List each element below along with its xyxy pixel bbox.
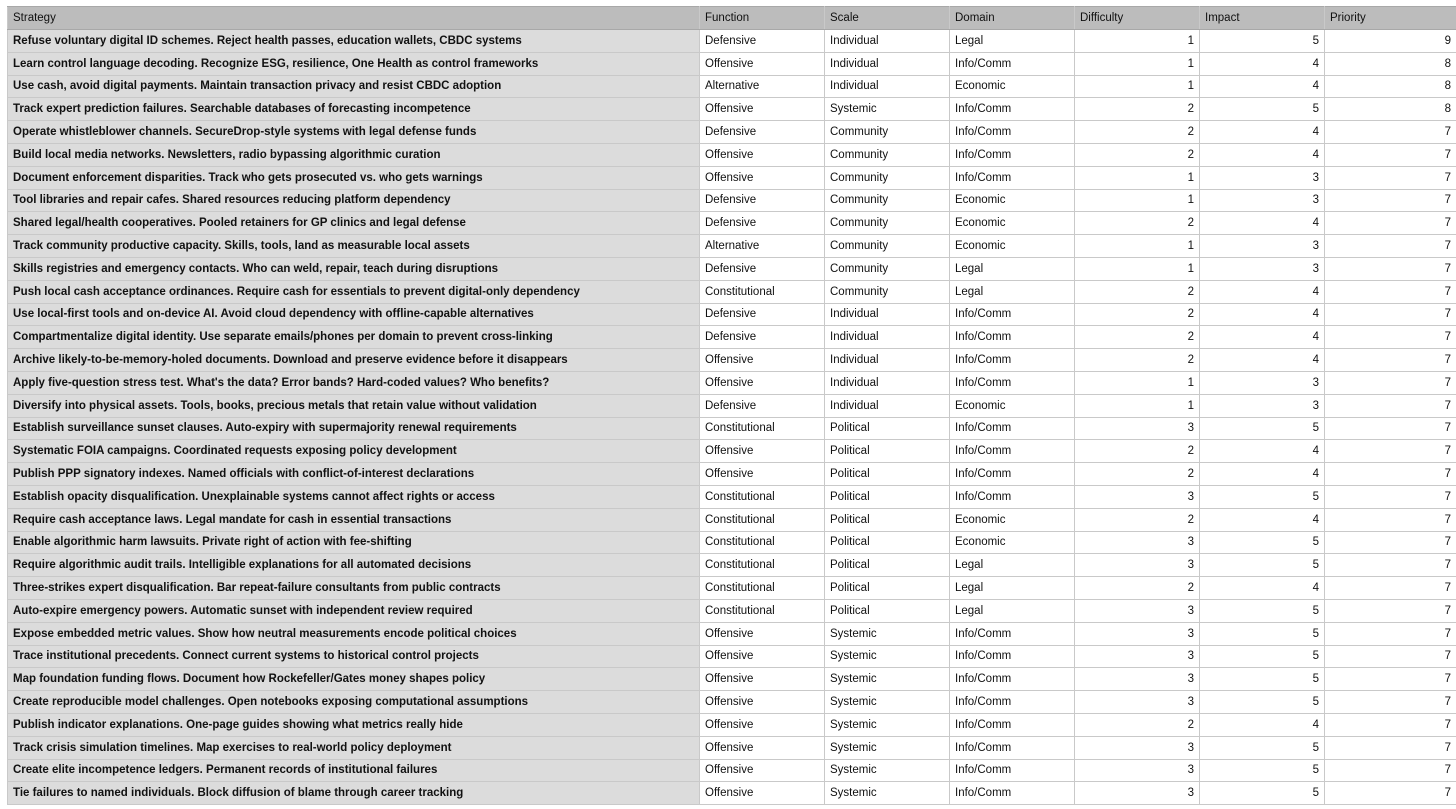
cell-scale[interactable]: Political xyxy=(825,577,950,600)
cell-priority[interactable]: 7 xyxy=(1325,554,1456,577)
table-row xyxy=(8,257,1456,280)
cell-strategy[interactable]: Archive likely-to-be-memory-holed documents. Download and preserve evidence before it disappears xyxy=(8,349,700,372)
column-header-function[interactable]: Function xyxy=(700,7,825,30)
cell-function[interactable]: Constitutional xyxy=(700,599,825,622)
cell-strategy[interactable]: Establish opacity disqualification. Unexplainable systems cannot affect rights or access xyxy=(8,485,700,508)
cell-scale[interactable]: Political xyxy=(825,599,950,622)
cell-domain[interactable]: Economic xyxy=(950,394,1075,417)
table-row xyxy=(8,440,1456,463)
cell-priority[interactable]: 7 xyxy=(1325,121,1456,144)
cell-domain[interactable]: Info/Comm xyxy=(950,782,1075,805)
cell-impact[interactable]: 3 xyxy=(1200,257,1325,280)
cell-strategy[interactable]: Operate whistleblower channels. SecureDrop-style systems with legal defense funds xyxy=(8,121,700,144)
cell-difficulty[interactable]: 2 xyxy=(1075,121,1200,144)
cell-function[interactable]: Offensive xyxy=(700,463,825,486)
cell-scale[interactable]: Community xyxy=(825,121,950,144)
cell-difficulty[interactable]: 3 xyxy=(1075,417,1200,440)
cell-strategy[interactable]: Push local cash acceptance ordinances. Require cash for essentials to prevent digital-only dependency xyxy=(8,280,700,303)
cell-scale[interactable]: Systemic xyxy=(825,622,950,645)
cell-impact[interactable]: 5 xyxy=(1200,98,1325,121)
cell-impact[interactable]: 5 xyxy=(1200,599,1325,622)
cell-function[interactable]: Offensive xyxy=(700,713,825,736)
cell-difficulty[interactable]: 1 xyxy=(1075,394,1200,417)
cell-strategy[interactable]: Skills registries and emergency contacts. Who can weld, repair, teach during disruptions xyxy=(8,257,700,280)
cell-impact[interactable]: 4 xyxy=(1200,280,1325,303)
cell-impact[interactable]: 4 xyxy=(1200,52,1325,75)
cell-priority[interactable]: 7 xyxy=(1325,326,1456,349)
cell-domain[interactable]: Info/Comm xyxy=(950,668,1075,691)
cell-function[interactable]: Alternative xyxy=(700,75,825,98)
table-row xyxy=(8,782,1456,805)
cell-difficulty[interactable]: 3 xyxy=(1075,691,1200,714)
cell-priority[interactable]: 8 xyxy=(1325,98,1456,121)
cell-scale[interactable]: Political xyxy=(825,417,950,440)
table-row xyxy=(8,212,1456,235)
cell-priority[interactable]: 9 xyxy=(1325,30,1456,53)
table-row xyxy=(8,508,1456,531)
cell-strategy[interactable]: Track expert prediction failures. Searchable databases of forecasting incompetence xyxy=(8,98,700,121)
table-row xyxy=(8,52,1456,75)
cell-difficulty[interactable]: 1 xyxy=(1075,235,1200,258)
cell-impact[interactable]: 5 xyxy=(1200,759,1325,782)
cell-function[interactable]: Offensive xyxy=(700,166,825,189)
cell-priority[interactable]: 7 xyxy=(1325,280,1456,303)
cell-domain[interactable]: Legal xyxy=(950,599,1075,622)
cell-strategy[interactable]: Require algorithmic audit trails. Intelligible explanations for all automated decisions xyxy=(8,554,700,577)
cell-priority[interactable]: 7 xyxy=(1325,349,1456,372)
cell-impact[interactable]: 5 xyxy=(1200,782,1325,805)
cell-priority[interactable]: 7 xyxy=(1325,691,1456,714)
cell-impact[interactable]: 3 xyxy=(1200,371,1325,394)
cell-scale[interactable]: Community xyxy=(825,166,950,189)
column-header-priority[interactable]: Priority xyxy=(1325,7,1456,30)
cell-strategy[interactable]: Publish PPP signatory indexes. Named officials with conflict-of-interest declarations xyxy=(8,463,700,486)
cell-impact[interactable]: 4 xyxy=(1200,713,1325,736)
cell-difficulty[interactable]: 2 xyxy=(1075,349,1200,372)
cell-scale[interactable]: Systemic xyxy=(825,98,950,121)
cell-domain[interactable]: Info/Comm xyxy=(950,349,1075,372)
table-row xyxy=(8,303,1456,326)
cell-domain[interactable]: Economic xyxy=(950,508,1075,531)
cell-priority[interactable]: 7 xyxy=(1325,143,1456,166)
cell-scale[interactable]: Systemic xyxy=(825,782,950,805)
table-row xyxy=(8,691,1456,714)
cell-scale[interactable]: Community xyxy=(825,189,950,212)
cell-domain[interactable]: Info/Comm xyxy=(950,52,1075,75)
cell-function[interactable]: Defensive xyxy=(700,257,825,280)
table-row xyxy=(8,189,1456,212)
cell-strategy[interactable]: Create reproducible model challenges. Open notebooks exposing computational assumptions xyxy=(8,691,700,714)
table-row xyxy=(8,98,1456,121)
table-row xyxy=(8,759,1456,782)
cell-difficulty[interactable]: 1 xyxy=(1075,75,1200,98)
cell-scale[interactable]: Individual xyxy=(825,303,950,326)
table-row xyxy=(8,668,1456,691)
cell-difficulty[interactable]: 2 xyxy=(1075,98,1200,121)
cell-difficulty[interactable]: 1 xyxy=(1075,30,1200,53)
cell-domain[interactable]: Legal xyxy=(950,280,1075,303)
cell-priority[interactable]: 7 xyxy=(1325,485,1456,508)
cell-domain[interactable]: Info/Comm xyxy=(950,622,1075,645)
cell-difficulty[interactable]: 3 xyxy=(1075,622,1200,645)
cell-priority[interactable]: 7 xyxy=(1325,394,1456,417)
table-row xyxy=(8,463,1456,486)
table-row xyxy=(8,121,1456,144)
cell-strategy[interactable]: Build local media networks. Newsletters, radio bypassing algorithmic curation xyxy=(8,143,700,166)
cell-domain[interactable]: Info/Comm xyxy=(950,759,1075,782)
cell-difficulty[interactable]: 2 xyxy=(1075,577,1200,600)
cell-domain[interactable]: Legal xyxy=(950,554,1075,577)
cell-scale[interactable]: Community xyxy=(825,143,950,166)
cell-domain[interactable]: Info/Comm xyxy=(950,645,1075,668)
cell-impact[interactable]: 5 xyxy=(1200,668,1325,691)
cell-function[interactable]: Defensive xyxy=(700,189,825,212)
cell-strategy[interactable]: Establish surveillance sunset clauses. Auto-expiry with supermajority renewal requirements xyxy=(8,417,700,440)
cell-function[interactable]: Constitutional xyxy=(700,485,825,508)
cell-strategy[interactable]: Tool libraries and repair cafes. Shared resources reducing platform dependency xyxy=(8,189,700,212)
cell-function[interactable]: Offensive xyxy=(700,736,825,759)
cell-function[interactable]: Defensive xyxy=(700,326,825,349)
cell-function[interactable]: Offensive xyxy=(700,782,825,805)
cell-scale[interactable]: Community xyxy=(825,235,950,258)
table-row xyxy=(8,577,1456,600)
table-header xyxy=(8,7,1456,30)
cell-priority[interactable]: 7 xyxy=(1325,759,1456,782)
cell-impact[interactable]: 4 xyxy=(1200,303,1325,326)
cell-impact[interactable]: 4 xyxy=(1200,143,1325,166)
table-row xyxy=(8,235,1456,258)
cell-function[interactable]: Constitutional xyxy=(700,531,825,554)
cell-difficulty[interactable]: 1 xyxy=(1075,52,1200,75)
cell-scale[interactable]: Individual xyxy=(825,326,950,349)
cell-scale[interactable]: Systemic xyxy=(825,645,950,668)
cell-impact[interactable]: 5 xyxy=(1200,554,1325,577)
table-row xyxy=(8,554,1456,577)
cell-domain[interactable]: Economic xyxy=(950,212,1075,235)
cell-scale[interactable]: Systemic xyxy=(825,668,950,691)
cell-impact[interactable]: 5 xyxy=(1200,417,1325,440)
cell-impact[interactable]: 5 xyxy=(1200,736,1325,759)
cell-scale[interactable]: Individual xyxy=(825,75,950,98)
column-header-strategy[interactable]: Strategy xyxy=(8,7,700,30)
cell-scale[interactable]: Systemic xyxy=(825,759,950,782)
cell-scale[interactable]: Community xyxy=(825,280,950,303)
cell-difficulty[interactable]: 1 xyxy=(1075,371,1200,394)
cell-strategy[interactable]: Learn control language decoding. Recognize ESG, resilience, One Health as control frameworks xyxy=(8,52,700,75)
cell-function[interactable]: Offensive xyxy=(700,645,825,668)
column-header-impact[interactable]: Impact xyxy=(1200,7,1325,30)
cell-priority[interactable]: 7 xyxy=(1325,463,1456,486)
table-row xyxy=(8,645,1456,668)
cell-function[interactable]: Offensive xyxy=(700,349,825,372)
cell-domain[interactable]: Info/Comm xyxy=(950,166,1075,189)
cell-domain[interactable]: Info/Comm xyxy=(950,485,1075,508)
cell-scale[interactable]: Systemic xyxy=(825,691,950,714)
cell-impact[interactable]: 4 xyxy=(1200,121,1325,144)
cell-priority[interactable]: 7 xyxy=(1325,212,1456,235)
cell-impact[interactable]: 5 xyxy=(1200,691,1325,714)
column-header-scale[interactable]: Scale xyxy=(825,7,950,30)
cell-strategy[interactable]: Track community productive capacity. Skills, tools, land as measurable local assets xyxy=(8,235,700,258)
cell-function[interactable]: Offensive xyxy=(700,668,825,691)
cell-impact[interactable]: 4 xyxy=(1200,75,1325,98)
cell-impact[interactable]: 3 xyxy=(1200,189,1325,212)
table-body xyxy=(8,30,1456,805)
cell-strategy[interactable]: Map foundation funding flows. Document how Rockefeller/Gates money shapes policy xyxy=(8,668,700,691)
cell-priority[interactable]: 7 xyxy=(1325,622,1456,645)
cell-strategy[interactable]: Apply five-question stress test. What's the data? Error bands? Hard-coded values? Who benefits? xyxy=(8,371,700,394)
cell-domain[interactable]: Info/Comm xyxy=(950,303,1075,326)
cell-priority[interactable]: 7 xyxy=(1325,713,1456,736)
cell-impact[interactable]: 4 xyxy=(1200,326,1325,349)
table-row xyxy=(8,280,1456,303)
cell-impact[interactable]: 4 xyxy=(1200,349,1325,372)
cell-domain[interactable]: Info/Comm xyxy=(950,121,1075,144)
cell-domain[interactable]: Info/Comm xyxy=(950,463,1075,486)
cell-difficulty[interactable]: 1 xyxy=(1075,257,1200,280)
cell-difficulty[interactable]: 2 xyxy=(1075,143,1200,166)
cell-function[interactable]: Defensive xyxy=(700,212,825,235)
cell-scale[interactable]: Individual xyxy=(825,394,950,417)
cell-difficulty[interactable]: 3 xyxy=(1075,668,1200,691)
cell-difficulty[interactable]: 1 xyxy=(1075,166,1200,189)
cell-strategy[interactable]: Use local-first tools and on-device AI. Avoid cloud dependency with offline-capable alternatives xyxy=(8,303,700,326)
cell-function[interactable]: Constitutional xyxy=(700,508,825,531)
cell-strategy[interactable]: Document enforcement disparities. Track who gets prosecuted vs. who gets warnings xyxy=(8,166,700,189)
table-row xyxy=(8,326,1456,349)
cell-function[interactable]: Offensive xyxy=(700,622,825,645)
cell-function[interactable]: Constitutional xyxy=(700,280,825,303)
cell-difficulty[interactable]: 3 xyxy=(1075,554,1200,577)
cell-function[interactable]: Defensive xyxy=(700,30,825,53)
cell-difficulty[interactable]: 2 xyxy=(1075,212,1200,235)
cell-domain[interactable]: Info/Comm xyxy=(950,691,1075,714)
cell-scale[interactable]: Community xyxy=(825,212,950,235)
cell-difficulty[interactable]: 3 xyxy=(1075,485,1200,508)
cell-domain[interactable]: Info/Comm xyxy=(950,98,1075,121)
cell-difficulty[interactable]: 2 xyxy=(1075,280,1200,303)
cell-impact[interactable]: 3 xyxy=(1200,394,1325,417)
cell-difficulty[interactable]: 2 xyxy=(1075,440,1200,463)
cell-difficulty[interactable]: 3 xyxy=(1075,645,1200,668)
cell-difficulty[interactable]: 3 xyxy=(1075,782,1200,805)
cell-difficulty[interactable]: 2 xyxy=(1075,713,1200,736)
cell-function[interactable]: Constitutional xyxy=(700,417,825,440)
table-row xyxy=(8,394,1456,417)
cell-function[interactable]: Offensive xyxy=(700,691,825,714)
cell-domain[interactable]: Info/Comm xyxy=(950,326,1075,349)
table-row xyxy=(8,30,1456,53)
cell-scale[interactable]: Community xyxy=(825,257,950,280)
table-row xyxy=(8,622,1456,645)
cell-strategy[interactable]: Use cash, avoid digital payments. Maintain transaction privacy and resist CBDC adoption xyxy=(8,75,700,98)
cell-domain[interactable]: Info/Comm xyxy=(950,371,1075,394)
cell-difficulty[interactable]: 3 xyxy=(1075,759,1200,782)
cell-scale[interactable]: Political xyxy=(825,440,950,463)
table-row xyxy=(8,736,1456,759)
column-header-difficulty[interactable]: Difficulty xyxy=(1075,7,1200,30)
table-row xyxy=(8,349,1456,372)
cell-function[interactable]: Offensive xyxy=(700,759,825,782)
cell-priority[interactable]: 7 xyxy=(1325,235,1456,258)
cell-priority[interactable]: 8 xyxy=(1325,75,1456,98)
cell-difficulty[interactable]: 3 xyxy=(1075,736,1200,759)
cell-function[interactable]: Offensive xyxy=(700,440,825,463)
cell-strategy[interactable]: Track crisis simulation timelines. Map exercises to real-world policy deployment xyxy=(8,736,700,759)
cell-strategy[interactable]: Create elite incompetence ledgers. Permanent records of institutional failures xyxy=(8,759,700,782)
cell-function[interactable]: Defensive xyxy=(700,121,825,144)
cell-impact[interactable]: 5 xyxy=(1200,645,1325,668)
cell-priority[interactable]: 7 xyxy=(1325,599,1456,622)
cell-scale[interactable]: Individual xyxy=(825,30,950,53)
cell-difficulty[interactable]: 3 xyxy=(1075,531,1200,554)
cell-scale[interactable]: Systemic xyxy=(825,713,950,736)
cell-strategy[interactable]: Diversify into physical assets. Tools, books, precious metals that retain value without validation xyxy=(8,394,700,417)
cell-function[interactable]: Defensive xyxy=(700,394,825,417)
cell-priority[interactable]: 7 xyxy=(1325,166,1456,189)
cell-impact[interactable]: 5 xyxy=(1200,531,1325,554)
cell-strategy[interactable]: Systematic FOIA campaigns. Coordinated requests exposing policy development xyxy=(8,440,700,463)
cell-function[interactable]: Constitutional xyxy=(700,577,825,600)
cell-domain[interactable]: Info/Comm xyxy=(950,143,1075,166)
cell-impact[interactable]: 4 xyxy=(1200,463,1325,486)
cell-impact[interactable]: 4 xyxy=(1200,577,1325,600)
cell-scale[interactable]: Individual xyxy=(825,371,950,394)
table-row xyxy=(8,531,1456,554)
table-row xyxy=(8,599,1456,622)
cell-scale[interactable]: Individual xyxy=(825,349,950,372)
cell-strategy[interactable]: Shared legal/health cooperatives. Pooled retainers for GP clinics and legal defense xyxy=(8,212,700,235)
cell-function[interactable]: Alternative xyxy=(700,235,825,258)
table-row xyxy=(8,713,1456,736)
cell-domain[interactable]: Info/Comm xyxy=(950,736,1075,759)
column-header-domain[interactable]: Domain xyxy=(950,7,1075,30)
table-row xyxy=(8,371,1456,394)
cell-domain[interactable]: Economic xyxy=(950,189,1075,212)
cell-impact[interactable]: 3 xyxy=(1200,166,1325,189)
cell-scale[interactable]: Political xyxy=(825,531,950,554)
cell-strategy[interactable]: Three-strikes expert disqualification. Bar repeat-failure consultants from public contracts xyxy=(8,577,700,600)
cell-priority[interactable]: 7 xyxy=(1325,668,1456,691)
cell-difficulty[interactable]: 1 xyxy=(1075,189,1200,212)
cell-impact[interactable]: 5 xyxy=(1200,622,1325,645)
cell-scale[interactable]: Political xyxy=(825,508,950,531)
cell-domain[interactable]: Legal xyxy=(950,257,1075,280)
cell-domain[interactable]: Legal xyxy=(950,30,1075,53)
cell-impact[interactable]: 3 xyxy=(1200,235,1325,258)
cell-function[interactable]: Offensive xyxy=(700,143,825,166)
cell-function[interactable]: Offensive xyxy=(700,371,825,394)
cell-function[interactable]: Defensive xyxy=(700,303,825,326)
cell-priority[interactable]: 8 xyxy=(1325,52,1456,75)
cell-scale[interactable]: Political xyxy=(825,463,950,486)
cell-impact[interactable]: 4 xyxy=(1200,212,1325,235)
cell-strategy[interactable]: Publish indicator explanations. One-page guides showing what metrics really hide xyxy=(8,713,700,736)
cell-priority[interactable]: 7 xyxy=(1325,303,1456,326)
cell-strategy[interactable]: Trace institutional precedents. Connect current systems to historical control projects xyxy=(8,645,700,668)
cell-impact[interactable]: 5 xyxy=(1200,30,1325,53)
cell-difficulty[interactable]: 2 xyxy=(1075,463,1200,486)
cell-domain[interactable]: Economic xyxy=(950,235,1075,258)
cell-priority[interactable]: 7 xyxy=(1325,782,1456,805)
cell-scale[interactable]: Political xyxy=(825,554,950,577)
cell-domain[interactable]: Info/Comm xyxy=(950,713,1075,736)
cell-function[interactable]: Offensive xyxy=(700,52,825,75)
table-row xyxy=(8,485,1456,508)
cell-priority[interactable]: 7 xyxy=(1325,577,1456,600)
cell-priority[interactable]: 7 xyxy=(1325,257,1456,280)
cell-impact[interactable]: 5 xyxy=(1200,485,1325,508)
cell-priority[interactable]: 7 xyxy=(1325,508,1456,531)
cell-priority[interactable]: 7 xyxy=(1325,531,1456,554)
cell-difficulty[interactable]: 2 xyxy=(1075,303,1200,326)
cell-difficulty[interactable]: 3 xyxy=(1075,599,1200,622)
cell-function[interactable]: Constitutional xyxy=(700,554,825,577)
header-row xyxy=(8,7,1456,30)
cell-difficulty[interactable]: 2 xyxy=(1075,508,1200,531)
cell-strategy[interactable]: Enable algorithmic harm lawsuits. Private right of action with fee-shifting xyxy=(8,531,700,554)
cell-strategy[interactable]: Refuse voluntary digital ID schemes. Reject health passes, education wallets, CBDC systems xyxy=(8,30,700,53)
strategy-table xyxy=(7,6,1456,805)
cell-scale[interactable]: Political xyxy=(825,485,950,508)
cell-priority[interactable]: 7 xyxy=(1325,417,1456,440)
cell-scale[interactable]: Systemic xyxy=(825,736,950,759)
table-row xyxy=(8,75,1456,98)
cell-priority[interactable]: 7 xyxy=(1325,440,1456,463)
cell-scale[interactable]: Individual xyxy=(825,52,950,75)
cell-function[interactable]: Offensive xyxy=(700,98,825,121)
cell-domain[interactable]: Info/Comm xyxy=(950,417,1075,440)
cell-strategy[interactable]: Expose embedded metric values. Show how neutral measurements encode political choices xyxy=(8,622,700,645)
cell-impact[interactable]: 4 xyxy=(1200,440,1325,463)
cell-domain[interactable]: Economic xyxy=(950,531,1075,554)
cell-priority[interactable]: 7 xyxy=(1325,736,1456,759)
cell-priority[interactable]: 7 xyxy=(1325,645,1456,668)
cell-priority[interactable]: 7 xyxy=(1325,189,1456,212)
cell-priority[interactable]: 7 xyxy=(1325,371,1456,394)
cell-strategy[interactable]: Require cash acceptance laws. Legal mandate for cash in essential transactions xyxy=(8,508,700,531)
cell-strategy[interactable]: Tie failures to named individuals. Block diffusion of blame through career tracking xyxy=(8,782,700,805)
cell-difficulty[interactable]: 2 xyxy=(1075,326,1200,349)
cell-domain[interactable]: Economic xyxy=(950,75,1075,98)
cell-domain[interactable]: Legal xyxy=(950,577,1075,600)
table-row xyxy=(8,417,1456,440)
cell-impact[interactable]: 4 xyxy=(1200,508,1325,531)
cell-strategy[interactable]: Auto-expire emergency powers. Automatic sunset with independent review required xyxy=(8,599,700,622)
table-row xyxy=(8,143,1456,166)
cell-domain[interactable]: Info/Comm xyxy=(950,440,1075,463)
cell-strategy[interactable]: Compartmentalize digital identity. Use separate emails/phones per domain to prevent cross-linking xyxy=(8,326,700,349)
table-row xyxy=(8,166,1456,189)
